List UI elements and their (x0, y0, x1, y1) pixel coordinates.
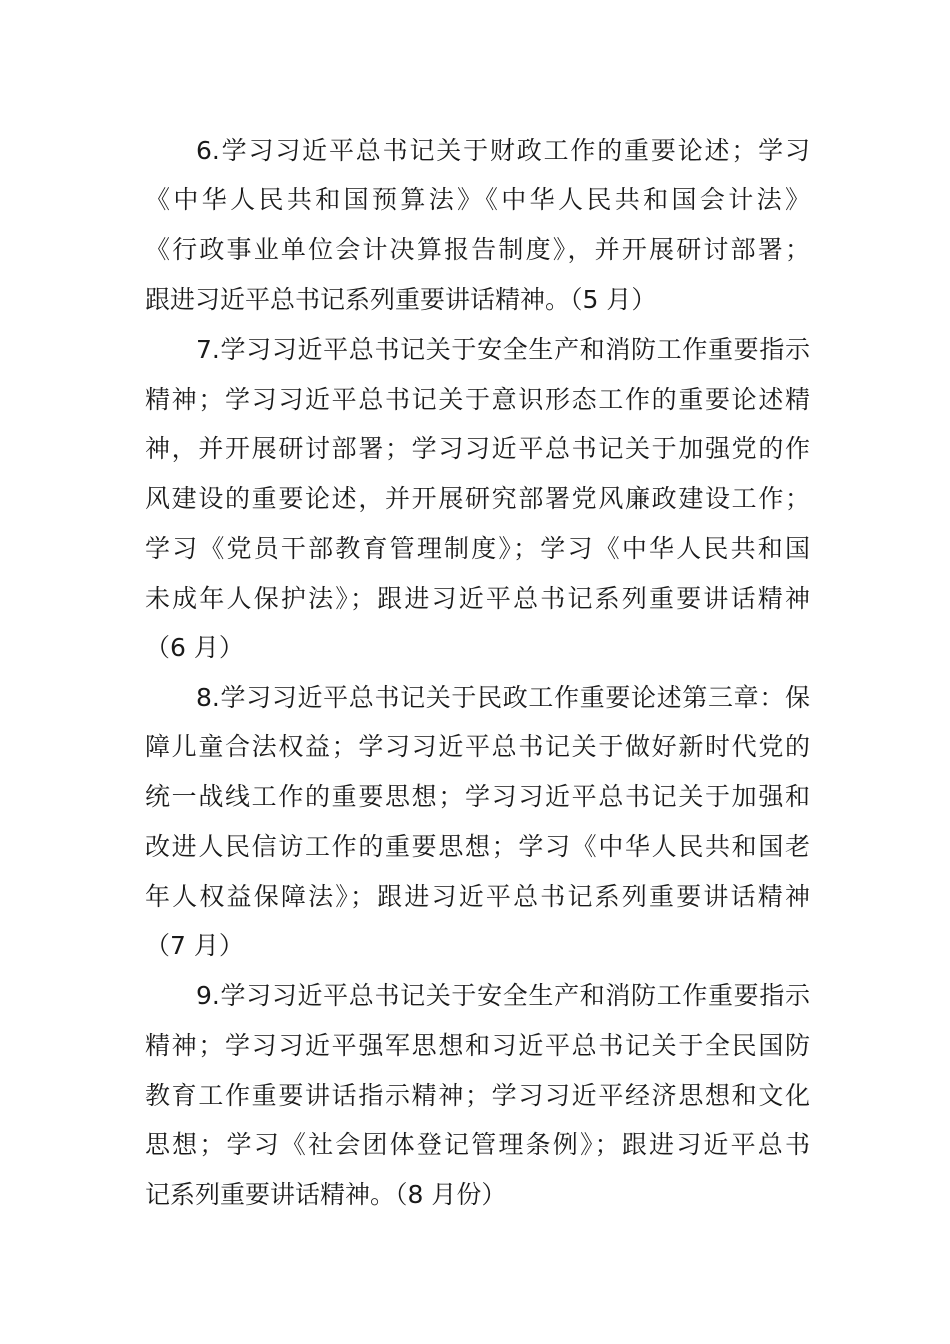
paragraph-7-line-2: 精神；学习习近平总书记关于意识形态工作的重要论述精 (145, 385, 810, 414)
paragraph-8-line-1: 8.学习习近平总书记关于民政工作重要论述第三章：保 (196, 683, 810, 712)
paragraph-9-line-4: 思想；学习《社会团体登记管理条例》；跟进习近平总书 (145, 1130, 810, 1159)
paragraph-9-line-2: 精神；学习习近平强军思想和习近平总书记关于全民国防 (145, 1031, 810, 1060)
paragraph-7-line-1: 7.学习习近平总书记关于安全生产和消防工作重要指示 (196, 335, 810, 364)
paragraph-8-line-2: 障儿童合法权益；学习习近平总书记关于做好新时代党的 (145, 732, 810, 761)
paragraph-8-line-4: 改进人民信访工作的重要思想；学习《中华人民共和国老 (145, 832, 810, 861)
paragraph-7-line-6: 未成年人保护法》；跟进习近平总书记系列重要讲话精神 (145, 584, 810, 613)
paragraph-9-line-5: 记系列重要讲话精神。（8 月份） (145, 1180, 507, 1209)
paragraph-6-line-2: 《中华人民共和国预算法》《中华人民共和国会计法》 (145, 185, 810, 214)
paragraph-7-line-4: 风建设的重要论述，并开展研究部署党风廉政建设工作； (145, 484, 810, 513)
paragraph-6-line-3: 《行政事业单位会计决算报告制度》，并开展研讨部署； (145, 235, 810, 264)
paragraph-7-line-7: （6 月） (145, 633, 244, 662)
paragraph-7-line-3: 神，并开展研讨部署；学习习近平总书记关于加强党的作 (145, 434, 810, 463)
paragraph-9-line-1: 9.学习习近平总书记关于安全生产和消防工作重要指示 (196, 981, 810, 1010)
paragraph-8-line-3: 统一战线工作的重要思想；学习习近平总书记关于加强和 (145, 782, 810, 811)
paragraph-6-line-4: 跟进习近平总书记系列重要讲话精神。（5 月） (145, 285, 657, 314)
paragraph-6-line-1: 6.学习习近平总书记关于财政工作的重要论述；学习 (196, 136, 810, 165)
paragraph-9-line-3: 教育工作重要讲话指示精神；学习习近平经济思想和文化 (145, 1081, 810, 1110)
paragraph-7-line-5: 学习《党员干部教育管理制度》；学习《中华人民共和国 (145, 534, 810, 563)
paragraph-8-line-5: 年人权益保障法》；跟进习近平总书记系列重要讲话精神 (145, 882, 810, 911)
paragraph-8-line-6: （7 月） (145, 931, 244, 960)
